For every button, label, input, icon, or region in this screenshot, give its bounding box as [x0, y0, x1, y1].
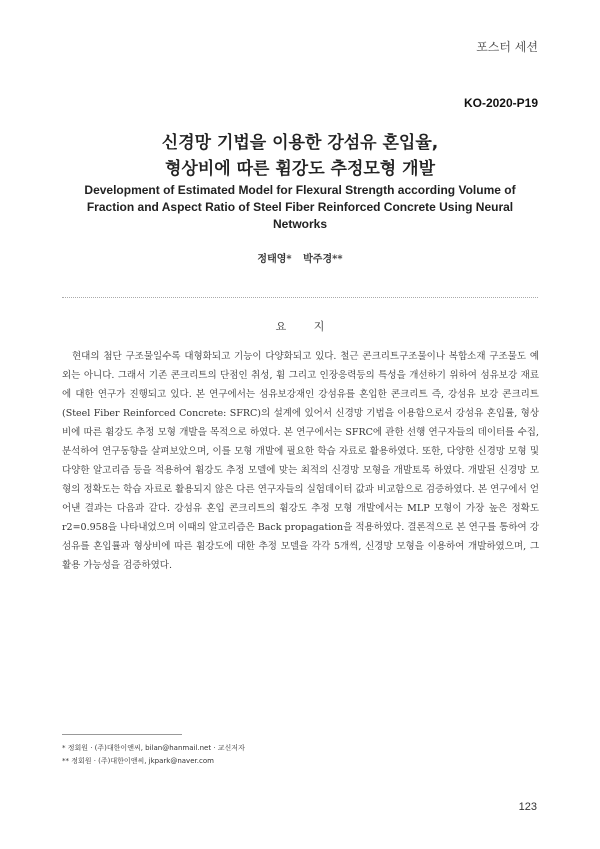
footnote: * 정회원 · (주)대한이앤씨, bilan@hanmail.net · 교신저자	[62, 744, 245, 752]
author-list	[60, 250, 540, 265]
section-divider	[62, 297, 538, 298]
footnotes	[62, 742, 245, 768]
session-label: 포스터 세션	[476, 40, 538, 54]
korean-title-line1: 신경망 기법을 이용한 강섬유 혼입율,	[161, 133, 439, 153]
korean-title-line2: 형상비에 따른 휨강도 추정모형 개발	[164, 159, 435, 179]
korean-title	[60, 130, 540, 182]
abstract-heading: 요 지	[275, 320, 337, 333]
paper-id: KO-2020-P19	[463, 96, 538, 110]
author-name: 박주경**	[303, 254, 343, 265]
page-number: 123	[518, 801, 537, 813]
footnote: ** 정회원 · (주)대한이앤씨, jkpark@naver.com	[62, 757, 214, 765]
footnote-rule	[62, 734, 182, 735]
abstract-body: 현대의 첨단 구조물일수록 대형화되고 기능이 다양화되고 있다. 철근 콘크리트구조물이나 복합소재 구조물도 예외는 아니다. 그래서 기존 콘크리트의 단점인 취성, 휨 그리고 인장응력등의 특성을 개선하기 위하여 섬유보강 재료에 대한 연구가 진행되고 있다. 본 연구에서는 섬유보강재인 강섬유를 혼입한 콘크리트 즉, 강섬유 보강 콘크리트(Steel Fiber Reinforced Concrete: SFRC)의 설계에 있어서 신경망 기법을 이용함으로서 강섬유 혼입률, 형상비에 따른 휨강도 추정 모형 개발을 목적으로 하였다. 본 연구에서는 SFRC에 관한 선행 연구자들의 데이터를 수집, 분석하여 연구동향을 살펴보았으며, 이를 모형 개발에 필요한 학습 자료로 활용하였다. 또한, 다양한 신경망 모형 및 다양한 알고리즘 등을 적용하여 휨강도 추정 모델에 맞는 최적의 신경망 모형을 개발토록 하였다. 개발된 신경망 모형의 정확도는 학습 자료로 활용되지 않은 다른 연구자들의 실험데이터 값과 비교함으로 검증하였다. 본 연구에서 얻어낸 결과는 다음과 같다. 강섬유 혼입 콘크리트의 휨강도 추정 모형 개발에서는 MLP 모형이 가장 높은 정확도 r2=0.958을 나타내었으며 이때의 알고리즘은 Back propagation을 적용하였다. 결론적으로 본 연구를 통하여 강섬유를 혼입률과 형상비에 따른 휨강도에 대한 추정 모델을 각각 5개씩, 신경망 모형을 이용하여 개발하였으며, 그 활용 가능성을 검증하였다.	[62, 351, 539, 571]
english-title: Development of Estimated Model for Flexural Strength according Volume of Fraction and Aspect Ratio of Steel Fiber Reinforced Concrete Using Neural Networks	[84, 183, 516, 231]
author-name: 정태영*	[257, 254, 292, 265]
